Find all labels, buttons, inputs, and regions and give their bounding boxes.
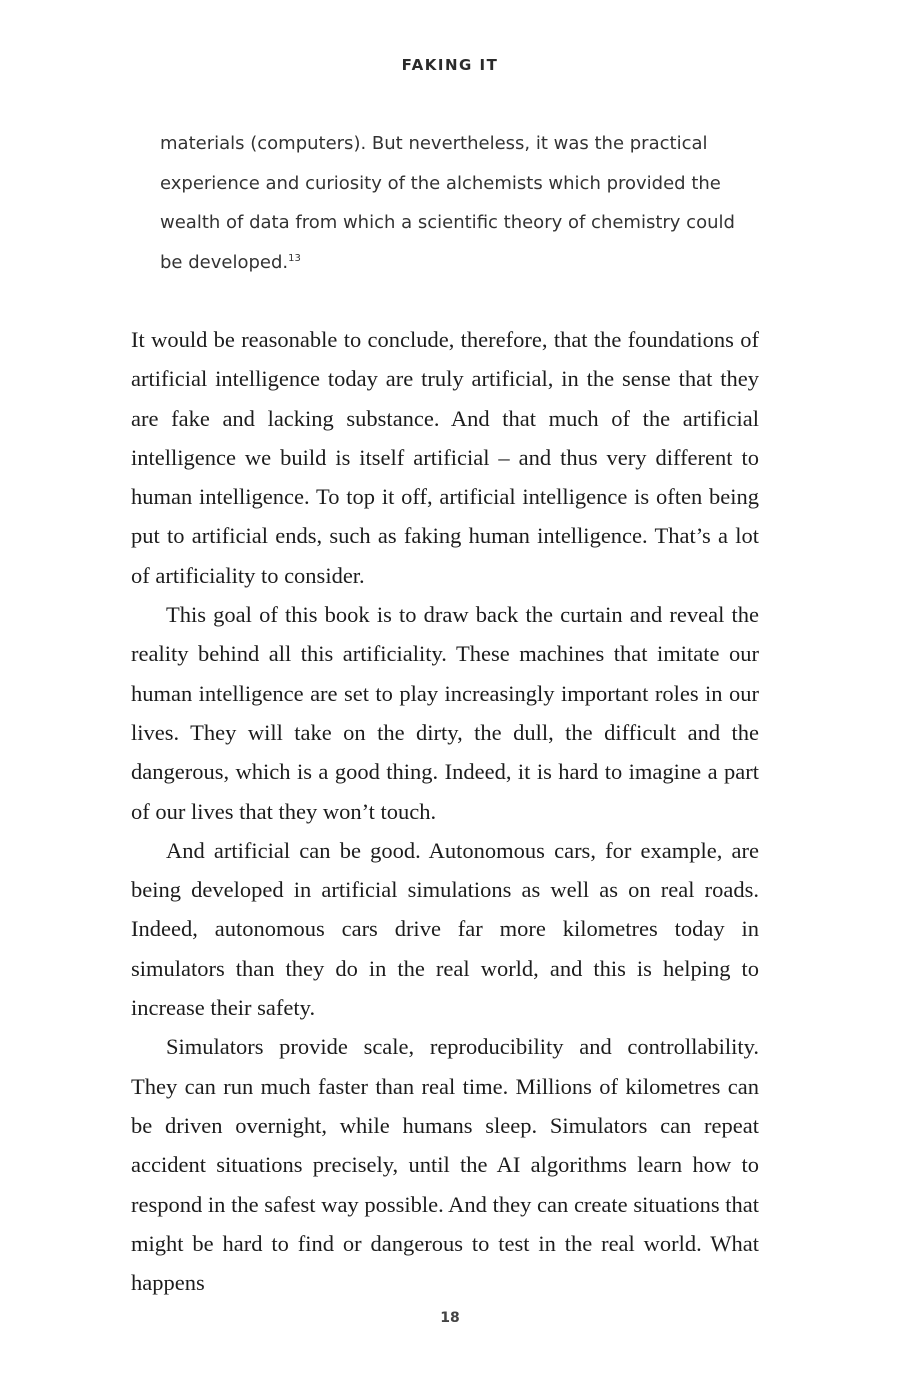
paragraph-4: Simulators provide scale, reproducibility and controllability. They can run much faster than real time. Millions of kilometres can be driven overnight, while humans sleep. Simulators can repeat accident situations precisely, until the AI algorithms learn how to respond in the safest way possible. And they can create situations that might be hard to find or dangerous to test in the real world. What happens <box>131 1034 759 1296</box>
block-quote <box>160 124 735 282</box>
footnote-reference[interactable]: 13 <box>288 252 301 264</box>
paragraph-1: It would be reasonable to conclude, therefore, that the foundations of artificial intelligence today are truly artificial, in the sense that they are fake and lacking substance. And that much of the artificial intelligence we build is itself artificial – and thus very different to human intelligence. To top it off, artificial intelligence is often being put to artificial ends, such as faking human intelligence. That’s a lot of artificiality to consider. <box>131 327 759 588</box>
body-text <box>131 320 759 1302</box>
paragraph-3: And artificial can be good. Autonomous cars, for example, are being developed in artificial simulations as well as on real roads. Indeed, autonomous cars drive far more kilometres today in simulators than they do in the real world, and this is helping to increase their safety. <box>131 837 759 1021</box>
running-head-title: FAKING IT <box>401 56 499 74</box>
block-quote-text: materials (computers). But nevertheless, it was the practical experience and curiosity of the alchemists which provided the wealth of data from which a scientific theory of chemistry could be developed. <box>160 133 735 273</box>
page-number: 18 <box>440 1310 460 1326</box>
paragraph-2: This goal of this book is to draw back the curtain and reveal the reality behind all this artificiality. These machines that imitate our human intelligence are set to play increasingly important roles in our lives. They will take on the dirty, the dull, the difficult and the dangerous, which is a good thing. Indeed, it is hard to imagine a part of our lives that they won’t touch. <box>131 602 759 824</box>
